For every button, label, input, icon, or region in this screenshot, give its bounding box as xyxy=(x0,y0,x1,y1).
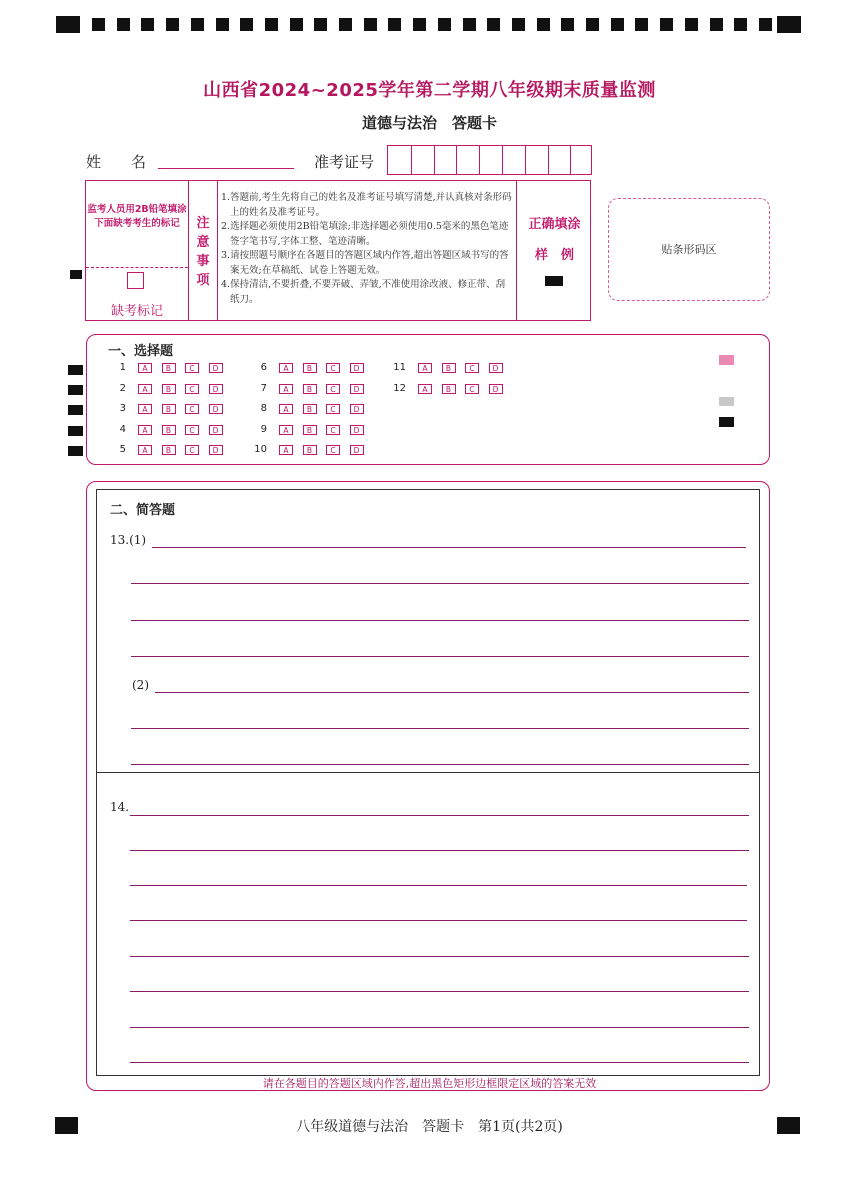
option-bubble-d[interactable]: D xyxy=(209,445,223,455)
timing-mark xyxy=(561,18,574,31)
option-bubble-c[interactable]: C xyxy=(185,445,199,455)
option-bubble-c[interactable]: C xyxy=(326,363,340,373)
timing-mark xyxy=(463,18,476,31)
answer-line[interactable] xyxy=(131,583,749,584)
answer-line[interactable] xyxy=(131,620,749,621)
option-bubble-a[interactable]: A xyxy=(279,404,293,414)
option-bubble-a[interactable]: A xyxy=(418,384,432,394)
timing-mark xyxy=(141,18,154,31)
option-bubble-b[interactable]: B xyxy=(162,404,176,414)
exam-id-cell-divider xyxy=(456,146,457,174)
timing-mark xyxy=(438,18,451,31)
side-timing-mark xyxy=(68,405,83,415)
q13-part1-label: 13.(1) xyxy=(110,533,147,547)
option-bubble-a[interactable]: A xyxy=(279,363,293,373)
option-bubble-c[interactable]: C xyxy=(326,404,340,414)
option-bubble-d[interactable]: D xyxy=(209,404,223,414)
answer-line[interactable] xyxy=(130,991,749,992)
proctor-instruction: 监考人员用2B铅笔填涂下面缺考考生的标记 xyxy=(87,204,187,229)
answer-line[interactable] xyxy=(155,692,749,693)
option-bubble-a[interactable]: A xyxy=(138,445,152,455)
side-timing-mark xyxy=(68,365,83,375)
answer-line[interactable] xyxy=(130,920,747,921)
answer-line[interactable] xyxy=(131,728,749,729)
option-bubble-b[interactable]: B xyxy=(442,363,456,373)
side-mark xyxy=(70,270,82,279)
notice-item: 3.请按照题号顺序在各题目的答题区域内作答,超出答题区域书写的答案无效;在草稿纸、试卷上答题无效。 xyxy=(221,250,509,276)
option-bubble-b[interactable]: B xyxy=(162,384,176,394)
option-bubble-d[interactable]: D xyxy=(350,425,364,435)
answer-line[interactable] xyxy=(130,850,749,851)
q14-label: 14. xyxy=(110,800,130,814)
option-bubble-a[interactable]: A xyxy=(138,384,152,394)
timing-mark xyxy=(216,18,229,31)
option-bubble-c[interactable]: C xyxy=(185,404,199,414)
timing-mark xyxy=(710,18,723,31)
option-bubble-d[interactable]: D xyxy=(489,384,503,394)
timing-mark xyxy=(759,18,772,31)
timing-mark xyxy=(166,18,179,31)
option-bubble-c[interactable]: C xyxy=(326,384,340,394)
timing-mark xyxy=(240,18,253,31)
question-number: 6 xyxy=(260,362,267,373)
choice-heading: 一、选择题 xyxy=(108,344,174,359)
option-bubble-a[interactable]: A xyxy=(418,363,432,373)
option-bubble-d[interactable]: D xyxy=(209,363,223,373)
timing-mark xyxy=(777,16,801,33)
page-title: 山西省2024~2025学年第二学期八年级期末质量监测 xyxy=(203,80,656,101)
answer-line[interactable] xyxy=(130,956,749,957)
question-number: 10 xyxy=(254,444,267,455)
option-bubble-b[interactable]: B xyxy=(442,384,456,394)
notice-item: 4.保持清洁,不要折叠,不要弄破、弄皱,不准使用涂改液、修正带、刮纸刀。 xyxy=(221,279,506,305)
name-field[interactable] xyxy=(158,168,294,169)
absent-checkbox[interactable] xyxy=(127,272,144,289)
option-bubble-d[interactable]: D xyxy=(209,384,223,394)
option-bubble-c[interactable]: C xyxy=(185,363,199,373)
option-bubble-d[interactable]: D xyxy=(350,363,364,373)
question-number: 12 xyxy=(393,383,406,394)
option-bubble-b[interactable]: B xyxy=(303,404,317,414)
timing-mark xyxy=(56,16,80,33)
answer-line[interactable] xyxy=(130,1062,749,1063)
answer-line[interactable] xyxy=(130,1027,749,1028)
answer-line[interactable] xyxy=(130,885,747,886)
option-bubble-b[interactable]: B xyxy=(162,425,176,435)
question-number: 8 xyxy=(260,403,267,414)
notice-heading: 注意事项 xyxy=(196,216,210,288)
option-bubble-d[interactable]: D xyxy=(350,384,364,394)
option-bubble-b[interactable]: B xyxy=(303,363,317,373)
answer-line[interactable] xyxy=(152,547,746,548)
timing-mark xyxy=(388,18,401,31)
option-bubble-c[interactable]: C xyxy=(465,363,479,373)
option-bubble-c[interactable]: C xyxy=(185,384,199,394)
name-label: 姓 名 xyxy=(86,153,147,171)
option-bubble-a[interactable]: A xyxy=(279,445,293,455)
question-number: 9 xyxy=(260,424,267,435)
option-bubble-b[interactable]: B xyxy=(162,363,176,373)
notice-list xyxy=(221,191,514,307)
q13-part2-label: (2) xyxy=(132,678,149,692)
option-bubble-d[interactable]: D xyxy=(350,445,364,455)
side-timing-mark xyxy=(68,385,83,395)
answer-divider xyxy=(97,772,759,773)
timing-mark xyxy=(512,18,525,31)
side-timing-mark xyxy=(68,426,83,436)
absent-label: 缺考标记 xyxy=(110,304,163,319)
filled-sample-mark xyxy=(545,276,563,286)
timing-mark xyxy=(611,18,624,31)
option-bubble-a[interactable]: A xyxy=(138,404,152,414)
timing-mark xyxy=(265,18,278,31)
timing-mark xyxy=(685,18,698,31)
sample-subtitle: 样 例 xyxy=(534,248,574,263)
timing-mark xyxy=(364,18,377,31)
corner-mark-pink xyxy=(719,355,734,365)
exam-id-field[interactable] xyxy=(387,145,592,175)
answer-line[interactable] xyxy=(130,815,749,816)
barcode-area xyxy=(608,198,770,301)
option-bubble-b[interactable]: B xyxy=(303,384,317,394)
option-bubble-d[interactable]: D xyxy=(209,425,223,435)
exam-id-cell-divider xyxy=(411,146,412,174)
question-number: 11 xyxy=(393,362,406,373)
timing-mark xyxy=(734,18,747,31)
timing-mark xyxy=(635,18,648,31)
option-bubble-d[interactable]: D xyxy=(489,363,503,373)
question-number: 5 xyxy=(119,444,126,455)
timing-mark xyxy=(413,18,426,31)
corner-mark-black xyxy=(719,417,734,427)
option-bubble-c[interactable]: C xyxy=(465,384,479,394)
timing-mark xyxy=(290,18,303,31)
barcode-label: 贴条形码区 xyxy=(661,243,717,256)
question-number: 4 xyxy=(119,424,126,435)
exam-id-cell-divider xyxy=(434,146,435,174)
corner-mark-gray xyxy=(719,397,734,406)
question-number: 3 xyxy=(119,403,126,414)
answer-frame xyxy=(96,489,760,1076)
page-subtitle: 道德与法治 答题卡 xyxy=(361,114,497,132)
timing-mark xyxy=(586,18,599,31)
option-bubble-a[interactable]: A xyxy=(279,384,293,394)
option-bubble-a[interactable]: A xyxy=(279,425,293,435)
notice-item: 2.选择题必须使用2B铅笔填涂;非选择题必须使用0.5毫米的黑色笔迹签字笔书写,字体工整、笔迹清晰。 xyxy=(221,221,509,247)
option-bubble-c[interactable]: C xyxy=(326,445,340,455)
timing-mark xyxy=(117,18,130,31)
exam-id-cell-divider xyxy=(570,146,571,174)
exam-id-cell-divider xyxy=(525,146,526,174)
timing-mark xyxy=(92,18,105,31)
short-heading: 二、简答题 xyxy=(110,503,176,518)
option-bubble-a[interactable]: A xyxy=(138,425,152,435)
option-bubble-b[interactable]: B xyxy=(303,445,317,455)
option-bubble-c[interactable]: C xyxy=(185,425,199,435)
side-timing-mark xyxy=(68,446,83,456)
question-number: 7 xyxy=(260,383,267,394)
option-bubble-b[interactable]: B xyxy=(162,445,176,455)
option-bubble-a[interactable]: A xyxy=(138,363,152,373)
option-bubble-d[interactable]: D xyxy=(350,404,364,414)
timing-mark xyxy=(537,18,550,31)
question-number: 1 xyxy=(119,362,126,373)
answer-line[interactable] xyxy=(131,656,749,657)
sample-title: 正确填涂 xyxy=(528,217,581,232)
answer-line[interactable] xyxy=(131,764,749,765)
timing-mark xyxy=(314,18,327,31)
notice-item: 1.答题前,考生先将自己的姓名及准考证号填写清楚,并认真核对条形码上的姓名及准考证号。 xyxy=(221,192,512,218)
exam-id-cell-divider xyxy=(548,146,549,174)
exam-id-cell-divider xyxy=(479,146,480,174)
exam-id-label: 准考证号 xyxy=(314,153,375,171)
option-bubble-c[interactable]: C xyxy=(326,425,340,435)
footer-page: 八年级道德与法治 答题卡 第1页(共2页) xyxy=(296,1119,563,1135)
footer-warning: 请在各题目的答题区域内作答,超出黑色矩形边框限定区域的答案无效 xyxy=(262,1077,597,1090)
timing-mark xyxy=(487,18,500,31)
timing-mark xyxy=(660,18,673,31)
exam-id-cell-divider xyxy=(502,146,503,174)
timing-mark xyxy=(339,18,352,31)
timing-mark xyxy=(191,18,204,31)
option-bubble-b[interactable]: B xyxy=(303,425,317,435)
question-number: 2 xyxy=(119,383,126,394)
